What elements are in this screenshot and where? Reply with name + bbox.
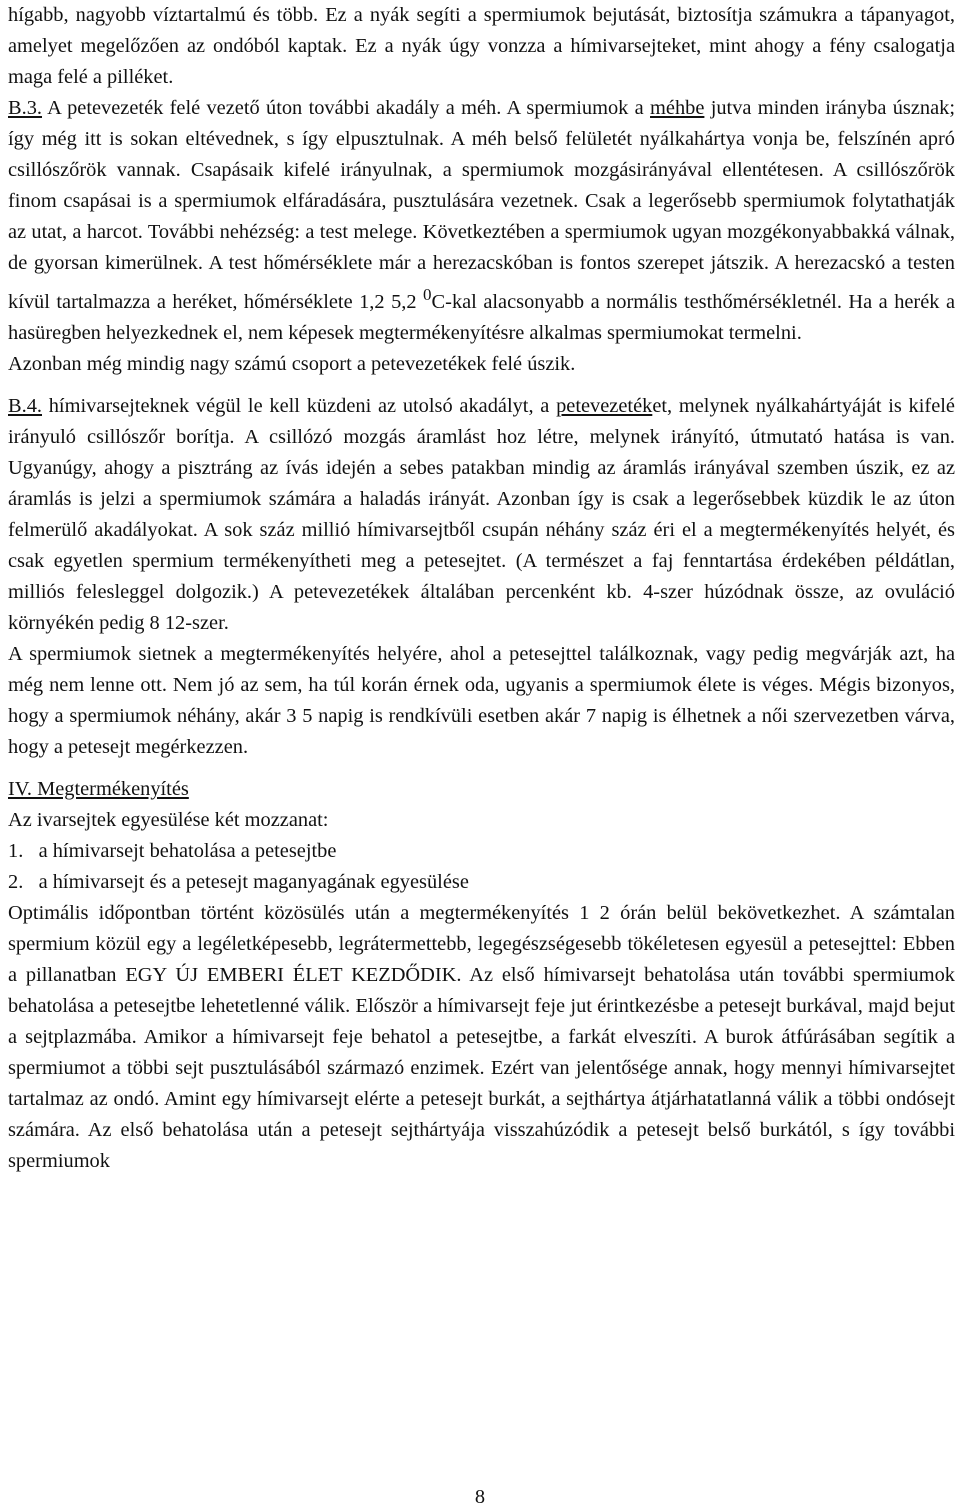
paragraph-b4 bbox=[8, 391, 955, 639]
paragraph-b3 bbox=[8, 93, 955, 349]
b3-superscript: 0 bbox=[423, 285, 432, 304]
b3-text-2: jutva minden irányba úsznak; így még itt is sokan eltévednek, s így elpusztulnak. A méh belső felületét nyálkahártya vonja be, felszínén apró csillószőrök vannak. Csapásaik kifelé irányulnak, a spermiumok mozgásirányával ellentétesen. A csillószőrök finom csapásai is a spermiumok elfáradására, pusztulására vezetnek. Csak a legerősebb spermiumok folytathatják az utat, a harcot. További nehézség: a test melege. Következtében a spermiumok ugyan mozgékonyabbakká válnak, de gyorsan kimerülnek. A test hőmérséklete már a herezacskóban is fontos szerepet játszik. A herezacskó a testen kívül tartalmazza a heréket, hőmérséklete 1,2 5,2 bbox=[8, 97, 955, 313]
document-page bbox=[8, 0, 955, 1177]
b4-text-1: hímivarsejteknek végül le kell küzdeni az utolsó akadályt, a bbox=[42, 394, 557, 417]
b4-text-2: et, melynek nyálkahártyáját is kifelé irányuló csillószőr borítja. A csillózó mozgás áramlást hoz létre, melynek irányító, útmutató hatása is van. Ugyanúgy, ahogy a pisztráng az ívás idején a sebes patakban mindig az áramlás irányával szemben úszik, ez az áramlás is jelzi a spermiumok számára a haladás irányát. Azonban így is csak a legerősebbek küzdik le az úton felmerülő akadályokat. A sok száz millió hímivarsejtből csupán néhány száz éri el a megtermékenyítés helyét, és csak egyetlen spermium termékenyítheti meg a petesejtet. (A természet a faj fenntartása érdekében példátlan, milliós felesleggel dolgozik.) A petevezetékek általában percenként kb. 4-szer húzódnak össze, az ovuláció környékén pedig 8 12-szer. bbox=[8, 394, 955, 634]
section-label-b3: B.3. bbox=[8, 97, 42, 119]
link-petevezetek[interactable]: petevezeték bbox=[556, 394, 653, 417]
section-iv-intro: Az ivarsejtek egyesülése két mozzanat: bbox=[8, 808, 329, 831]
paragraph-intro: hígabb, nagyobb víztartalmú és több. Ez a nyák segíti a spermiumok bejutását, biztosítja számukra a tápanyagot, amelyet megelőzően az ondóból kaptak. Ez a nyák úgy vonzza a hímivarsejteket, mint ahogy a fény csalogatja maga felé a pilléket. bbox=[8, 4, 955, 88]
list-item-2: 2. a hímivarsejt és a petesejt maganyagának egyesülése bbox=[8, 870, 469, 893]
b3-text-1: A petevezeték felé vezető úton további akadály a méh. A spermiumok a bbox=[42, 97, 651, 119]
paragraph-b3-last: Azonban még mindig nagy számú csoport a petevezetékek felé úszik. bbox=[8, 352, 576, 375]
paragraph-b4-continued: A spermiumok sietnek a megtermékenyítés helyére, ahol a petesejttel találkoznak, vagy pedig megvárják azt, ha még nem lenne ott. Nem jó az sem, ha túl korán érnek oda, ugyanis a spermiumok élete is véges. Mégis bizonyos, hogy a spermiumok néhány, akár 3 5 napig is rendkívüli esetben akár 7 napig is élhetnek a női szervezetben várva, hogy a petesejt megérkezzen. bbox=[8, 642, 955, 758]
section-label-b4: B.4. bbox=[8, 394, 42, 417]
link-mehbe[interactable]: méhbe bbox=[650, 97, 705, 119]
page-number: 8 bbox=[474, 1486, 486, 1508]
section-heading-iv: IV. Megtermékenyítés bbox=[8, 777, 189, 800]
list-item-1: 1. a hímivarsejt behatolása a petesejtbe bbox=[8, 839, 337, 862]
section-iv-body: Optimális időpontban történt közösülés után a megtermékenyítés 1 2 órán belül bekövetkezhet. A számtalan spermium közül egy a legéletképesebb, legrátermettebb, legegészségesebb tökéletesen egyesül a petesejttel: Ebben a pillanatban EGY ÚJ EMBERI ÉLET KEZDŐDIK. Az első hímivarsejt behatolása után további spermiumok behatolása a petesejtbe lehetetlenné válik. Először a hímivarsejt feje jut érintkezésbe a petesejt burkával, majd bejut a sejtplazmába. Amikor a hímivarsejt feje behatol a petesejtbe, a farkát elveszíti. A burok átfúrásában segítik a spermiumot a többi sejt pusztulásából származó enzimek. Ezért van jelentősége annak, hogy mennyi hímivarsejtet tartalmaz az ondó. Amint egy hímivarsejt elérte a petesejt burkát, a sejthártya átjárhatatlanná válik a többi ondósejt számára. Az első behatolása után a petesejt sejthártyája visszahúzódik a petesejt belső burkától, s így további spermiumok bbox=[8, 901, 955, 1172]
b3-text-3: C-kal alacsonyabb a normális testhőmérsékletnél. Ha a herék a hasüregben helyezkednek el, nem képesek megtermékenyítésre alkalmas spermiumokat termelni. bbox=[8, 290, 956, 344]
